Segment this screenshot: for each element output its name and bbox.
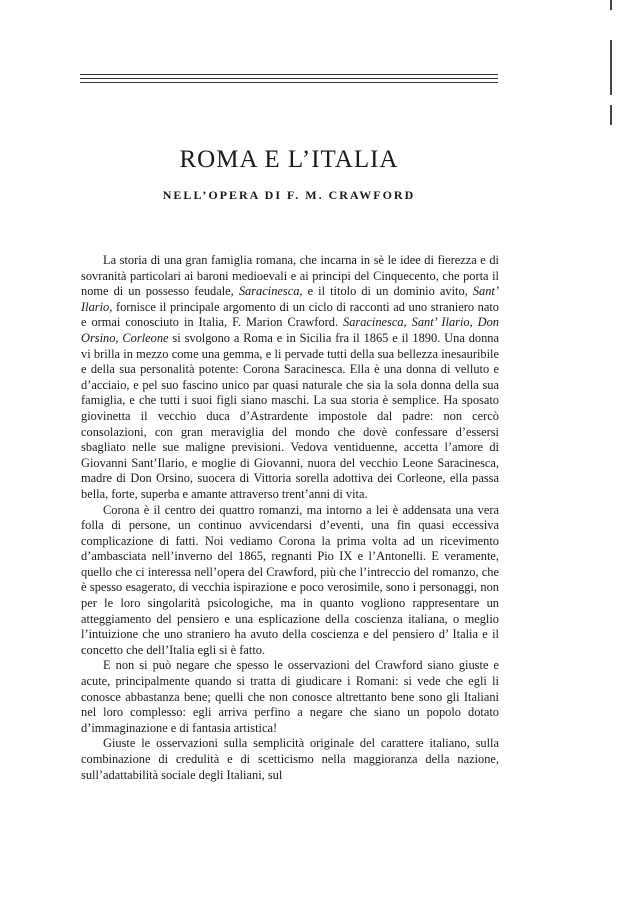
paragraph-1-text-c: fornisce il principale argomento di un ciclo di racconti ad uno straniero nato e ormai conosciuto in Italia, F. Marion Crawford.: [81, 299, 499, 330]
work-title-saracinesca: Saracinesca,: [238, 284, 303, 299]
header-rule: [80, 74, 498, 86]
rule-line-bottom: [80, 82, 498, 83]
paragraph-1-text-d: si svolgono a Roma e in Sicilia fra il 1865 e il 1890. Una donna vi brilla in mezzo come una gemma, e li pervade tutti della sua bellezza inesauribile e della sua personalità potente: Corona Saracinesca. Ella è una donna di velluto e d’acciaio, e pel suo fascino unico par quasi naturale che sia la sola donna della sua famiglia, e che tutti i suoi figli siano maschi. La sua storia è semplice. Ha sposato giovinetta il vecchio duca d’Astrardente impostole dal padre: non cercò consolazioni, con gran meraviglia del mondo che dovè confessare d’essersi sbagliato nelle sue maligne previsioni. Vedova ventiduenne, accetta l’amore di Giovanni Sant’Ilario, e moglie di Giovanni, nuora del vecchio Leone Saracinesca, madre di Don Orsino, suocera di Vittoria sorella adottiva dei Corleone, ella passa bella, forte, superba e amante attraverso trent’anni di vita.: [81, 330, 499, 501]
rule-line-top: [80, 74, 498, 75]
article-body: [81, 253, 499, 783]
work-titles-cycle: Saracinesca, Sant’ Ilario, Don Orsino, Corleone: [81, 315, 499, 345]
scan-edge-mark: [610, 0, 612, 10]
scan-edge-mark: [610, 105, 612, 125]
paragraph-1: [81, 253, 499, 503]
article-subtitle: NELL’OPERA DI F. M. CRAWFORD: [162, 188, 416, 202]
paragraph-2: Corona è il centro dei quattro romanzi, ma intorno a lei è addensata una vera folla di persone, un continuo avvicendarsi d’eventi, una fin quasi eccessiva complicazione di fatti. Noi vediamo Corona la prima volta ad un ricevimento d’ambasciata nell’inverno del 1865, regnanti Pio IX e l’Antonelli. E veramente, quello che ci interessa nell’opera del Crawford, più che l’intreccio del romanzo, che è spesso esagerato, di vecchia ispirazione e poco verosimile, sono i personaggi, non per le loro singolarità psicologiche, ma in quanto vogliono rappresentare un atteggiamento del pensiero e una esplicazione della coscienza italiana, o meglio l’intuizione che uno straniero ha avuto della coscienza e del pensiero d’ Italia e il concetto che dell’Italia egli si è fatto.: [81, 502, 499, 657]
paragraph-1-text-a: La storia di una gran famiglia romana, che incarna in sè le idee di fierezza e di sovranità particolari ai baroni medioevali e ai principi del Cinquecento, che porta il nome di un possesso feudale,: [81, 253, 499, 299]
paragraph-4: Giuste le osservazioni sulla semplicità originale del carattere italiano, sulla combinazione di credulità e di scetticismo nella maggioranza della nazione, sull’adattabilità sociale degli Italiani, sul: [81, 736, 499, 782]
paragraph-3: E non si può negare che spesso le osservazioni del Crawford siano giuste e acute, principalmente quando si tratta di giudicare i Romani: si vede che egli li conosce abbastanza bene; quelli che non conosce altrettanto bene sono gli Italiani nel loro complesso: egli arriva perfino a negare che siano un popolo dotato d’immaginazione e di fantasia artistica!: [81, 658, 499, 735]
scan-edge-mark: [610, 40, 612, 95]
rule-line-middle: [80, 78, 498, 79]
paragraph-1-text-b: e il titolo di un dominio avito,: [302, 284, 473, 299]
work-title-sant-ilario: Sant’ Ilario,: [81, 284, 499, 314]
article-title: ROMA E L’ITALIA: [179, 146, 399, 173]
